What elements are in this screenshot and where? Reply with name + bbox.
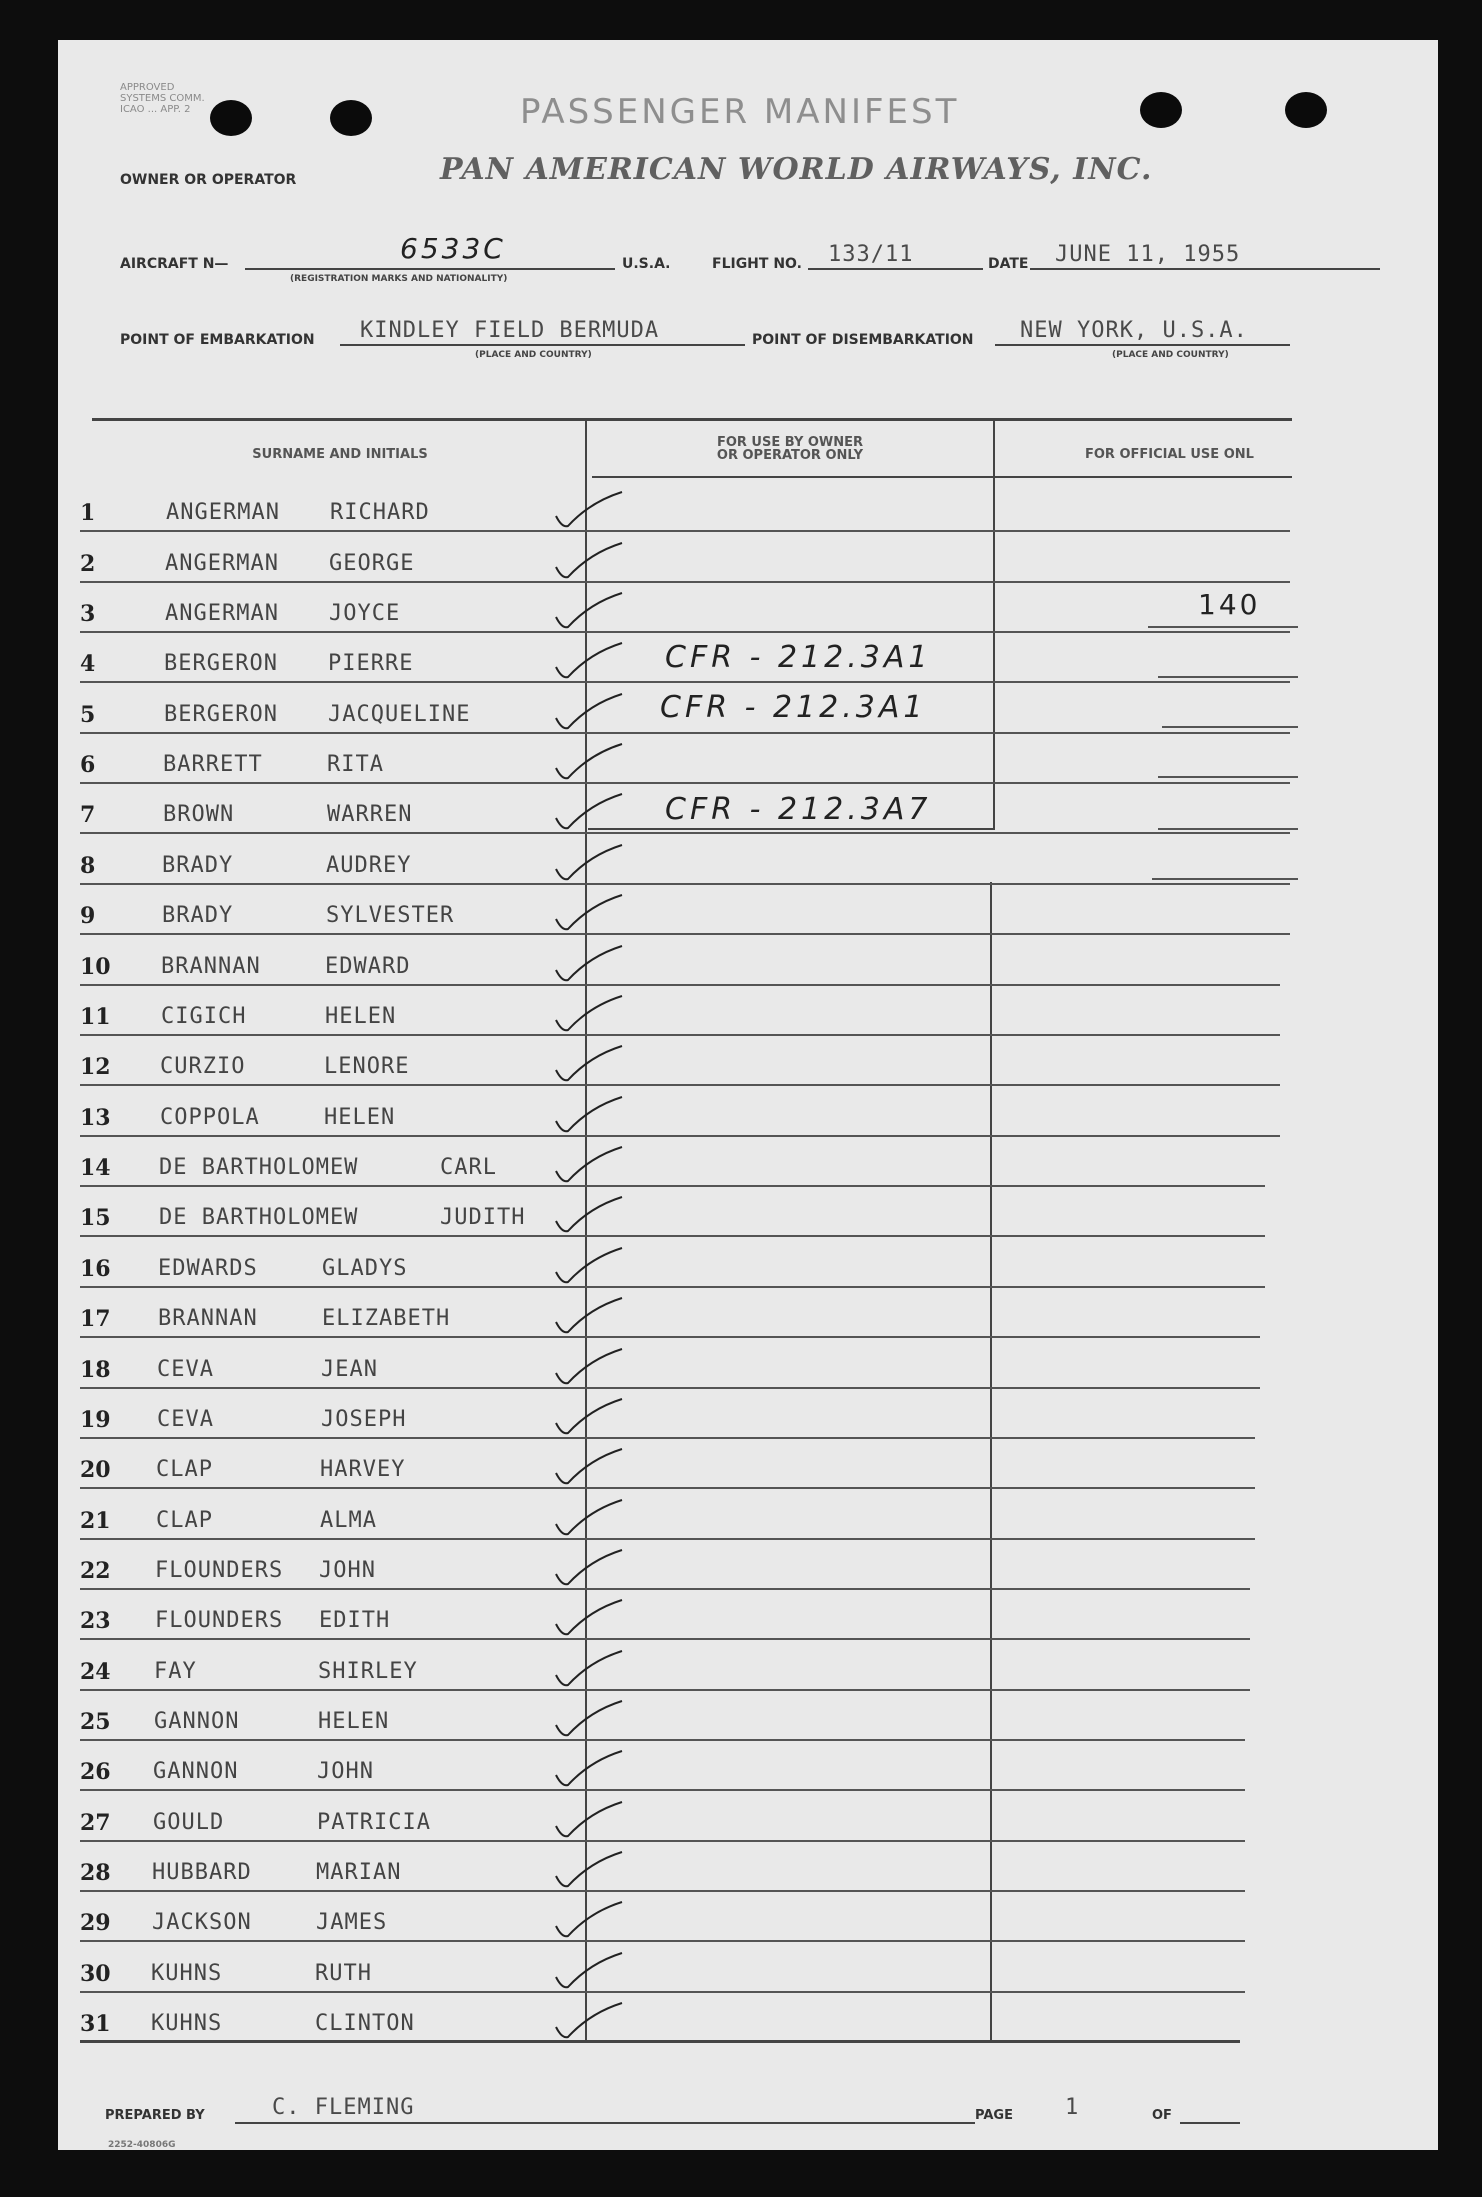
passenger-row [80,1256,1280,1306]
owner-note-row-7: CFR - 212.3A7 [665,792,932,827]
official-line-row-6 [1158,776,1298,778]
row-number: 2 [80,551,96,577]
passenger-surname: CIGICH [161,1004,247,1029]
table-header-rule [592,476,1292,478]
row-number: 28 [80,1860,111,1886]
row-number: 11 [80,1004,111,1030]
page-label: PAGE [975,2108,1013,2123]
check-mark-icon [550,1749,630,1794]
flight-value: 133/11 [828,242,914,267]
row-rule [80,782,1290,784]
of-underline [1180,2122,1240,2124]
row-number: 21 [80,1508,111,1534]
row-rule [80,883,1290,885]
passenger-given-name: HELEN [325,1004,397,1029]
check-mark-icon [550,792,630,837]
check-mark-icon [550,541,630,586]
passenger-given-name: PATRICIA [317,1810,431,1835]
passenger-row [80,551,1280,601]
punch-hole-left-1 [210,100,252,136]
disembarkation-label: POINT OF DISEMBARKATION [752,332,974,348]
row-number: 5 [80,702,96,728]
passenger-given-name: RUTH [315,1961,372,1986]
passenger-surname: BROWN [163,802,235,827]
row-rule [80,1286,1265,1288]
passenger-surname: CURZIO [160,1054,246,1079]
aircraft-underline [245,268,615,270]
passenger-surname: BRADY [162,903,234,928]
passenger-row [80,1054,1280,1104]
row-number: 23 [80,1608,111,1634]
row-number: 14 [80,1155,111,1181]
passenger-row [80,1759,1280,1809]
passenger-row [80,1357,1280,1407]
row-number: 19 [80,1407,111,1433]
owner-label: OWNER OR OPERATOR [120,172,297,188]
row-number: 25 [80,1709,111,1735]
aircraft-value: 6533C [400,232,506,265]
check-mark-icon [550,1095,630,1140]
disembarkation-sublabel: (PLACE AND COUNTRY) [1112,350,1229,360]
check-mark-icon [550,1145,630,1190]
passenger-given-name: EDITH [319,1608,391,1633]
row-rule [80,1387,1260,1389]
row-rule [80,1437,1255,1439]
passenger-surname: FAY [154,1659,197,1684]
passenger-given-name: SYLVESTER [326,903,455,928]
row-rule [80,1689,1250,1691]
column-header-owner-line-1: FOR USE BY OWNER [716,435,864,450]
row-number: 8 [80,853,96,879]
check-mark-icon [550,692,630,737]
passenger-given-name: JEAN [321,1357,378,1382]
passenger-surname: GANNON [154,1709,240,1734]
check-mark-icon [550,1044,630,1089]
row-rule [80,1940,1245,1942]
row-number: 13 [80,1105,111,1131]
check-mark-icon [550,641,630,686]
row-number: 24 [80,1659,111,1685]
passenger-row [80,1306,1280,1356]
passenger-given-name: GEORGE [329,551,415,576]
passenger-given-name: MARIAN [316,1860,402,1885]
passenger-given-name: ALMA [320,1508,377,1533]
row-rule [80,1235,1265,1237]
passenger-surname: BRANNAN [158,1306,258,1331]
passenger-given-name: GLADYS [322,1256,408,1281]
row-number: 16 [80,1256,111,1282]
row-rule [80,1538,1255,1540]
passenger-surname: BRANNAN [161,954,261,979]
page-title: PASSENGER MANIFEST [520,92,960,132]
passenger-row [80,1457,1280,1507]
prepared-by-label: PREPARED BY [105,2108,205,2123]
prepared-by-value: C. FLEMING [272,2095,415,2120]
passenger-row [80,1004,1280,1054]
check-mark-icon [550,1951,630,1996]
row-number: 10 [80,954,111,980]
passenger-row [80,954,1280,1004]
passenger-surname: BRADY [162,853,234,878]
check-mark-icon [550,1548,630,1593]
passenger-surname: CEVA [157,1407,214,1432]
row-rule [80,1487,1255,1489]
official-line-row-3 [1148,626,1298,628]
row-number: 31 [80,2011,111,2037]
disembarkation-value: NEW YORK, U.S.A. [1020,318,1248,343]
passenger-given-name: JOSEPH [321,1407,407,1432]
disembarkation-underline [995,344,1290,346]
date-underline [1030,268,1380,270]
passenger-surname: DE BARTHOLOMEW [159,1155,359,1180]
passenger-row [80,1709,1280,1759]
check-mark-icon [550,994,630,1039]
row-rule [80,631,1290,633]
check-mark-icon [550,944,630,989]
page-value: 1 [1065,2095,1080,2120]
passenger-row [80,1105,1280,1155]
passenger-given-name: AUDREY [326,853,412,878]
passenger-row [80,1961,1280,2011]
table-top-rule [92,418,1292,421]
row-rule [80,1084,1280,1086]
prepared-by-underline [235,2122,975,2124]
row-rule [80,732,1290,734]
row-number: 1 [80,500,96,526]
passenger-row [80,1558,1280,1608]
passenger-surname: GANNON [153,1759,239,1784]
row-number: 20 [80,1457,111,1483]
row-rule [80,581,1290,583]
check-mark-icon [550,1900,630,1945]
check-mark-icon [550,490,630,535]
passenger-given-name: WARREN [327,802,413,827]
footer-rule [80,2040,1240,2043]
passenger-row [80,500,1280,550]
passenger-surname: HUBBARD [152,1860,252,1885]
passenger-surname: KUHNS [151,1961,223,1986]
passenger-row [80,1205,1280,1255]
aircraft-label: AIRCRAFT N— [120,256,229,272]
passenger-given-name: JACQUELINE [328,702,471,727]
row-rule [80,1336,1260,1338]
passenger-row [80,2011,1280,2061]
row-number: 4 [80,651,96,677]
approval-line-1: APPROVED [120,82,175,93]
owner-note-row-4: CFR - 212.3A1 [665,640,932,675]
row-number: 3 [80,601,96,627]
check-mark-icon [550,1800,630,1845]
flight-underline [808,268,983,270]
passenger-surname: CLAP [156,1508,213,1533]
passenger-row [80,1659,1280,1709]
passenger-surname: ANGERMAN [165,601,279,626]
approval-line-2: SYSTEMS COMM. [120,93,205,104]
date-label: DATE [988,256,1029,272]
embarkation-sublabel: (PLACE AND COUNTRY) [475,350,592,360]
check-mark-icon [550,1296,630,1341]
passenger-given-name: EDWARD [325,954,411,979]
check-mark-icon [550,1598,630,1643]
check-mark-icon [550,1447,630,1492]
passenger-given-name: JOHN [317,1759,374,1784]
official-line-row-8 [1152,878,1298,880]
passenger-given-name: RITA [327,752,384,777]
passenger-surname: FLOUNDERS [155,1558,284,1583]
row-number: 6 [80,752,96,778]
check-mark-icon [550,1699,630,1744]
passenger-row [80,1810,1280,1860]
official-line-row-7 [1158,828,1298,830]
passenger-surname: COPPOLA [160,1105,260,1130]
passenger-given-name: CARL [440,1155,497,1180]
passenger-given-name: JOYCE [329,601,401,626]
embarkation-label: POINT OF EMBARKATION [120,332,315,348]
row-number: 29 [80,1910,111,1936]
row-rule [80,1638,1250,1640]
airline-name: PAN AMERICAN WORLD AIRWAYS, INC. [440,152,1153,187]
passenger-surname: GOULD [153,1810,225,1835]
row-rule [80,1185,1265,1187]
embarkation-value: KINDLEY FIELD BERMUDA [360,318,660,343]
passenger-row [80,1155,1280,1205]
row-number: 7 [80,802,96,828]
passenger-surname: EDWARDS [158,1256,258,1281]
passenger-surname: BERGERON [164,651,278,676]
row-rule [80,1588,1250,1590]
passenger-row [80,903,1280,953]
approval-stamp [120,82,205,115]
row-rule [80,1739,1245,1741]
passenger-given-name: ELIZABETH [322,1306,451,1331]
passenger-given-name: HELEN [324,1105,396,1130]
check-mark-icon [550,1498,630,1543]
passenger-given-name: RICHARD [330,500,430,525]
check-mark-icon [550,1347,630,1392]
punch-hole-left-2 [330,100,372,136]
check-mark-icon [550,742,630,787]
official-note-row-3: 140 [1198,588,1261,621]
form-number: 2252-40806G [108,2140,176,2150]
row-rule [80,1991,1245,1993]
passenger-surname: ANGERMAN [165,551,279,576]
row-number: 12 [80,1054,111,1080]
row-rule [80,984,1280,986]
row-number: 30 [80,1961,111,1987]
flight-label: FLIGHT NO. [712,256,802,272]
usa-label: U.S.A. [622,256,671,272]
row-number: 17 [80,1306,111,1332]
passenger-given-name: JUDITH [440,1205,526,1230]
column-header-owner [600,436,980,462]
column-header-official: FOR OFFICIAL USE ONL [1085,447,1254,462]
check-mark-icon [550,591,630,636]
passenger-row [80,1860,1280,1910]
row-number: 22 [80,1558,111,1584]
passenger-surname: CEVA [157,1357,214,1382]
row-number: 9 [80,903,96,929]
owner-note-row-5: CFR - 212.3A1 [660,690,927,725]
passenger-surname: ANGERMAN [166,500,280,525]
approval-line-3: ICAO ... APP. 2 [120,104,191,115]
row-rule [80,530,1290,532]
passenger-given-name: HELEN [318,1709,390,1734]
row-number: 18 [80,1357,111,1383]
passenger-row [80,853,1280,903]
row-rule [80,1840,1245,1842]
passenger-surname: BARRETT [163,752,263,777]
passenger-row [80,1910,1280,1960]
column-header-names: SURNAME AND INITIALS [252,447,428,462]
official-line-row-4 [1158,676,1298,678]
row-number: 26 [80,1759,111,1785]
embarkation-underline [340,344,745,346]
row-rule [80,1034,1280,1036]
check-mark-icon [550,1649,630,1694]
row-rule [80,832,1290,834]
passenger-row [80,1407,1280,1457]
passenger-surname: CLAP [156,1457,213,1482]
row-rule [80,1789,1245,1791]
aircraft-sublabel: (REGISTRATION MARKS AND NATIONALITY) [290,274,508,284]
passenger-surname: KUHNS [151,2011,223,2036]
row-rule [80,1135,1280,1137]
punch-hole-right-1 [1140,92,1182,128]
check-mark-icon [550,1850,630,1895]
column-header-owner-line-2: OR OPERATOR ONLY [716,448,864,463]
passenger-given-name: PIERRE [328,651,414,676]
check-mark-icon [550,1195,630,1240]
passenger-surname: BERGERON [164,702,278,727]
passenger-given-name: LENORE [324,1054,410,1079]
passenger-given-name: HARVEY [320,1457,406,1482]
official-line-row-5 [1162,726,1298,728]
row-rule [80,681,1290,683]
passenger-surname: DE BARTHOLOMEW [159,1205,359,1230]
check-mark-icon [550,1246,630,1291]
row-rule [80,933,1290,935]
row-number: 15 [80,1205,111,1231]
date-value: JUNE 11, 1955 [1055,242,1241,267]
passenger-row [80,1508,1280,1558]
check-mark-icon [550,1397,630,1442]
passenger-given-name: SHIRLEY [318,1659,418,1684]
passenger-given-name: JAMES [316,1910,388,1935]
passenger-given-name: JOHN [319,1558,376,1583]
passenger-given-name: CLINTON [315,2011,415,2036]
of-label: OF [1152,2108,1172,2123]
passenger-row [80,1608,1280,1658]
punch-hole-right-2 [1285,92,1327,128]
row-rule [80,1890,1245,1892]
row-number: 27 [80,1810,111,1836]
passenger-surname: JACKSON [152,1910,252,1935]
passenger-surname: FLOUNDERS [155,1608,284,1633]
check-mark-icon [550,893,630,938]
check-mark-icon [550,843,630,888]
